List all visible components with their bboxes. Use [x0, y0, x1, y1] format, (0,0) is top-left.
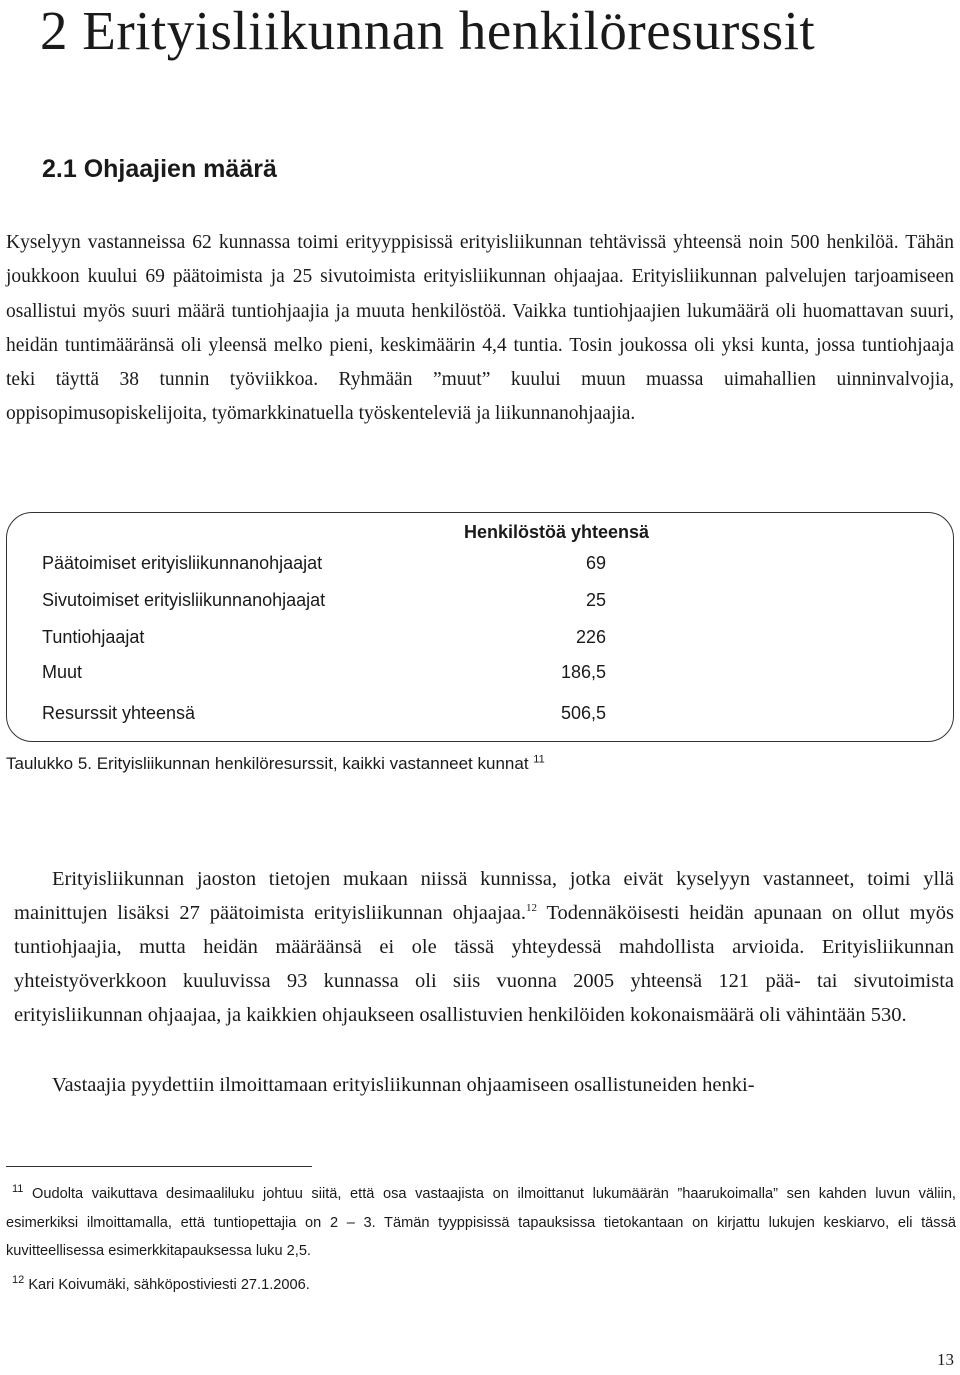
- table-row-label: Päätoimiset erityisliikunnanohjaajat: [42, 553, 323, 573]
- table-row-value: 226: [575, 627, 606, 647]
- footnote-ref: 11: [533, 753, 545, 766]
- body-paragraph-3-text: Vastaajia pyydettiin ilmoittamaan erityisliikunnan ohjaamiseen osallistuneiden henki-: [52, 1074, 755, 1096]
- table-row: [42, 627, 606, 653]
- table-row-value: 186,5: [560, 662, 606, 682]
- table-row-label: Muut: [42, 662, 83, 682]
- body-paragraph-1: Kyselyyn vastanneissa 62 kunnassa toimi erityyppisissä erityisliikunnan tehtävissä yhteensä noin 500 henkilöä. Tähän joukkoon kuului 69 päätoimista ja 25 sivutoimista erityisliikunnan ohjaajaa. Erityisliikunnan palvelujen tarjoamiseen osallistui myös suuri määrä tuntiohjaajia ja muuta henkilöstöä. Vaikka tuntiohjaajien lukumäärä oli huomattavan suuri, heidän tuntimääränsä oli yleensä melko pieni, keskimäärin 4,4 tuntia. Tosin joukossa oli yksi kunta, jossa tuntiohjaaja teki täyttä 38 tunnin työviikkoa. Ryhmään ”muut” kuului muun muassa uimahallien uinninvalvojia, oppisopimusopiskelijoita, työmarkkinatuella työskenteleviä ja liikunnanohjaajia.: [6, 232, 954, 425]
- table-row-value: 25: [585, 590, 606, 610]
- body-paragraph-2-text: Erityisliikunnan jaoston tietojen mukaan niissä kunnissa, jotka eivät kyselyyn vastanneet, toimi yllä mainittujen lisäksi 27 päätoimista erityisliikunnan ohjaajaa.: [14, 868, 954, 924]
- footnote-11: [6, 1180, 956, 1266]
- footnote-divider: [6, 1166, 312, 1167]
- body-paragraph-3: [14, 1068, 954, 1102]
- body-paragraph-2-text-cont: Todennäköisesti heidän apunaan on ollut myös tuntiohjaajia, mutta heidän määräänsä ei ole tässä yhteydessä mahdollista arvioida. Erityisliikunnan yhteistyöverkkoon kuuluvissa 93 kunnassa oli siis vuonna 2005 yhteensä 121 pää- tai sivutoimista erityisliikunnan ohjaajaa, ja kaikkien ohjaukseen osallistuvien henkilöiden kokonaismäärä oli vähintään 530.: [14, 902, 954, 1026]
- table-row: [42, 662, 606, 688]
- table-row: [42, 553, 606, 579]
- table-caption: [6, 754, 545, 774]
- footnote-ref: 12: [526, 902, 537, 915]
- table-caption-text: Taulukko 5. Erityisliikunnan henkilöresurssit, kaikki vastanneet kunnat: [6, 754, 529, 773]
- table-row-total: [42, 703, 606, 729]
- table-row-value: 69: [585, 553, 606, 573]
- footnote-number: 11: [12, 1183, 24, 1196]
- table-row: [42, 590, 606, 616]
- body-paragraph-2: [14, 862, 954, 1032]
- chapter-title: 2 Erityisliikunnan henkilöresurssit: [40, 0, 816, 61]
- section-title: 2.1 Ohjaajien määrä: [42, 155, 277, 183]
- page-number: 13: [937, 1350, 954, 1369]
- table-row-label: Sivutoimiset erityisliikunnanohjaajat: [42, 590, 326, 610]
- footnote-text: Oudolta vaikuttava desimaaliluku johtuu siitä, että osa vastaajista on ilmoittanut lukumäärän ”haarukoimalla” sen kahden luvun väliin, esimerkiksi ilmoittamalla, että tuntiopettajia on 2 – 3. Tämän tyyppisissä tapauksissa tietokantaan on kirjattu lukujen keskiarvo, eli tässä kuvitteellisessa esimerkkitapauksessa luku 2,5.: [6, 1186, 956, 1259]
- table-row-label: Tuntiohjaajat: [42, 627, 145, 647]
- footnote-text: Kari Koivumäki, sähköpostiviesti 27.1.2006.: [28, 1277, 310, 1293]
- table-row-value: 506,5: [560, 703, 606, 723]
- footnote-12: [6, 1271, 956, 1300]
- footnote-number: 12: [12, 1274, 25, 1287]
- table-row-label: Resurssit yhteensä: [42, 703, 196, 723]
- table-column-header: Henkilöstöä yhteensä: [464, 522, 650, 542]
